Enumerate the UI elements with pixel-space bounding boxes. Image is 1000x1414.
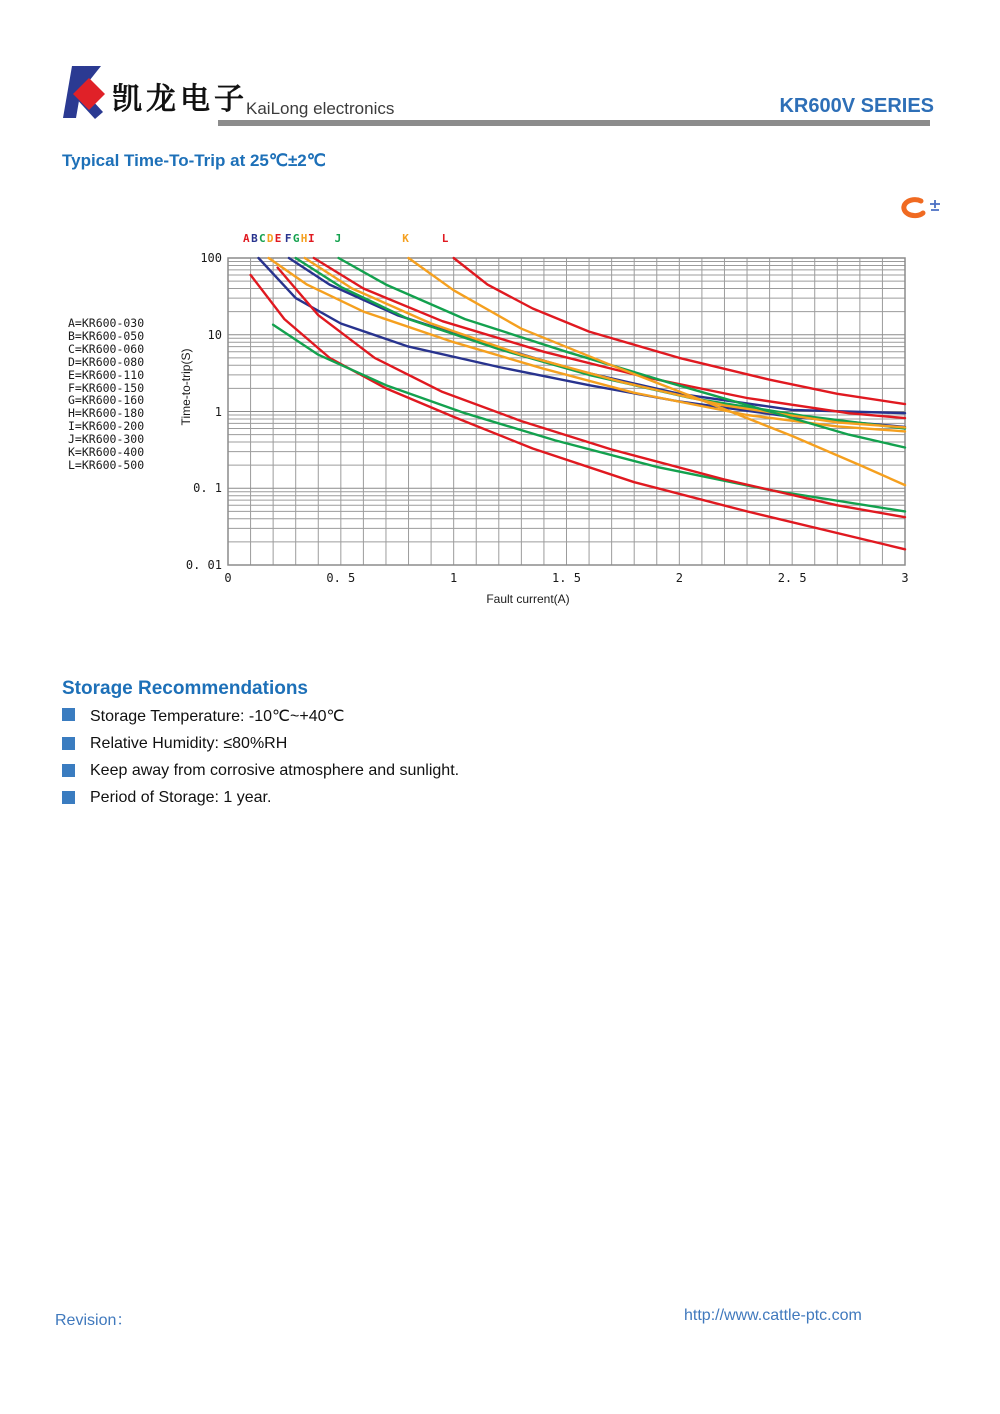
x-tick-3: 3: [901, 571, 909, 585]
y-axis-label: Time-to-trip(S): [179, 348, 193, 426]
x-tick-2.5: 2. 5: [777, 571, 807, 585]
header-divider: [218, 120, 930, 126]
footer-url-link[interactable]: http://www.cattle-ptc.com: [684, 1307, 862, 1324]
legend-entry-C: C=KR600-060: [68, 341, 145, 356]
logo-chinese-text: 凯龙电子: [112, 82, 248, 117]
storage-item-text: Keep away from corrosive atmosphere and sunlight.: [90, 762, 460, 779]
y-tick-10: 10: [207, 327, 222, 342]
storage-item-text: Relative Humidity: ≤80%RH: [90, 735, 288, 752]
y-tick-100: 100: [200, 251, 222, 265]
bullet-square-icon: [62, 737, 75, 750]
x-tick-2: 2: [675, 571, 683, 585]
storage-item-1: [62, 706, 459, 726]
curve-letter-L: L: [441, 232, 449, 245]
storage-item-4: [62, 789, 459, 807]
curve-letter-B: B: [251, 232, 258, 245]
bullet-square-icon: [62, 791, 75, 804]
x-tick-0.5: 0. 5: [326, 571, 356, 585]
curve-letter-C: C: [258, 232, 266, 245]
y-tick-1: 1: [214, 404, 222, 419]
storage-item-text: Period of Storage: 1 year.: [90, 789, 272, 806]
legend-entry-H: H=KR600-180: [68, 406, 145, 421]
storage-list: [62, 706, 459, 816]
legend-entry-E: E=KR600-110: [68, 367, 145, 382]
x-tick-0: 0: [224, 571, 232, 585]
legend-entry-I: I=KR600-200: [68, 419, 145, 434]
logo-company-name: KaiLong electronics: [246, 99, 395, 118]
legend-entry-F: F=KR600-150: [68, 380, 145, 395]
curve-letter-F: F: [284, 232, 292, 245]
legend-entry-L: L=KR600-500: [68, 457, 145, 472]
bullet-square-icon: [62, 764, 75, 777]
y-tick-0.1: 0. 1: [193, 481, 222, 496]
curve-letter-D: D: [266, 232, 274, 245]
curve-letter-G: G: [292, 232, 300, 245]
curve-letter-H: H: [300, 232, 308, 245]
storage-item-2: [62, 735, 459, 753]
x-tick-1: 1: [450, 571, 458, 585]
legend-entry-J: J=KR600-300: [68, 432, 145, 447]
page-title: Typical Time-To-Trip at 25℃±2℃: [62, 151, 326, 170]
y-tick-0.01: 0. 01: [185, 558, 222, 572]
curve-letter-J: J: [334, 232, 342, 245]
legend-entry-K: K=KR600-400: [68, 445, 145, 460]
legend-entry-G: G=KR600-160: [68, 393, 145, 408]
curve-letter-A: A: [242, 232, 250, 245]
kailong-logo-icon: [56, 64, 108, 120]
storage-item-text: Storage Temperature: -10℃~+40℃: [90, 708, 345, 725]
curve-letter-K: K: [402, 232, 409, 245]
legend-entry-D: D=KR600-080: [68, 354, 145, 369]
curve-letter-E: E: [274, 232, 282, 245]
legend-entry-B: B=KR600-050: [68, 328, 145, 343]
x-axis-label: Fault current(A): [486, 592, 570, 606]
storage-heading: Storage Recommendations: [62, 678, 308, 699]
legend-entry-A: A=KR600-030: [68, 316, 145, 330]
bullet-square-icon: [62, 708, 75, 721]
curve-letter-I: I: [307, 232, 315, 245]
series-title: KR600V SERIES: [779, 95, 934, 117]
watermark-icon: [897, 196, 943, 222]
revision-label: Revision：: [55, 1312, 133, 1329]
storage-item-3: [62, 762, 459, 780]
chart-series-legend: [68, 317, 144, 472]
x-tick-1.5: 1. 5: [552, 571, 581, 585]
